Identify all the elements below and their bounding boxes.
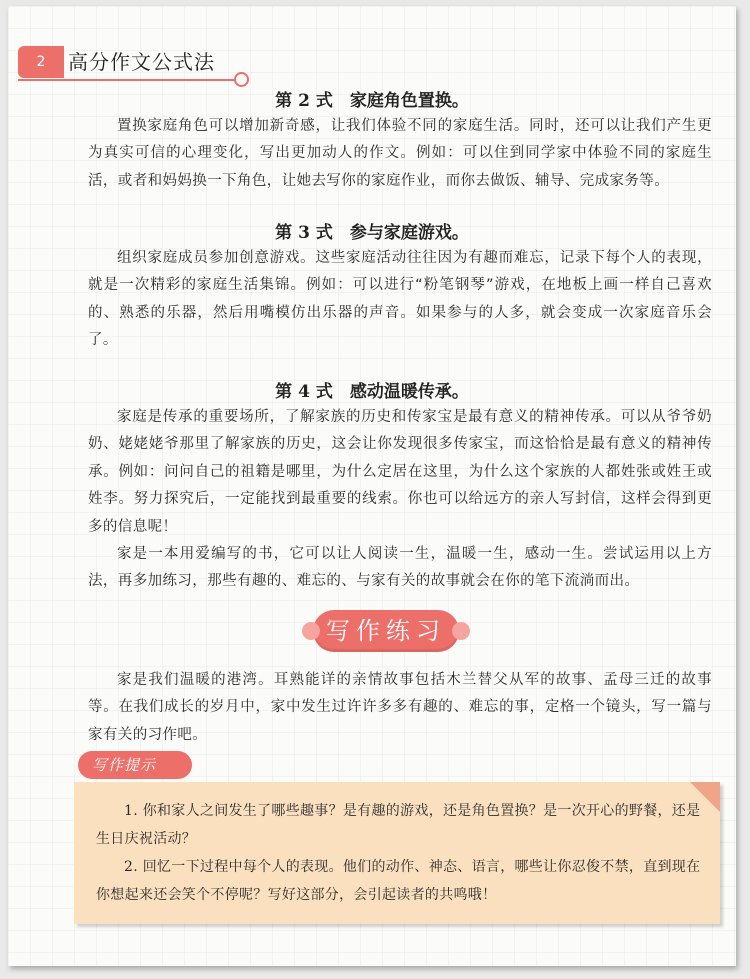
page-header <box>18 46 254 80</box>
practice-banner-text: 写作练习 <box>326 617 446 645</box>
tips-label: 写作提示 <box>78 751 192 779</box>
section-title-3: 第 3 式 参与家庭游戏。 <box>275 223 469 243</box>
page-number: 2 <box>18 46 64 78</box>
tip-item-2: 2. 回忆一下过程中每个人的表现。他们的动作、神态、语言，哪些让你忍俊不禁，直到现在你想起来还会笑个不停呢？写好这部分，会引起读者的共鸣哦！ <box>96 859 701 903</box>
header-ring-ornament <box>234 72 249 87</box>
header-underline <box>18 79 236 81</box>
section-4-paragraph-2: 家是一本用爱编写的书，它可以让人阅读一生，温暖一生，感动一生。尝试运用以上方法，再多加练习，那些有趣的、难忘的、与家有关的故事就会在你的笔下流淌而出。 <box>88 546 712 590</box>
book-title: 高分作文公式法 <box>68 50 215 74</box>
section-title-4: 第 4 式 感动温暖传承。 <box>275 382 469 402</box>
banner-left-dot <box>302 622 320 640</box>
section-4-paragraph-1: 家庭是传承的重要场所，了解家族的历史和传家宝是最有意义的精神传承。可以从爷爷奶奶、姥姥姥爷那里了解家族的历史，这会让你发现很多传家宝，而这恰恰是最有意义的精神传承。例如：问问自己的祖籍是哪里，为什么定居在这里，为什么这个家族的人都姓张或姓王或姓李。努力探究后，一定能找到最重要的线索。你也可以给远方的亲人写封信，这样会得到更多的信息呢！ <box>88 409 712 535</box>
section-2-paragraph: 置换家庭角色可以增加新奇感，让我们体验不同的家庭生活。同时，还可以让我们产生更为真实可信的心理变化，写出更加动人的作文。例如：可以住到同学家中体验不同的家庭生活，或者和妈妈换一下角色，让她去写你的家庭作业，而你去做饭、辅导、完成家务等。 <box>88 118 712 189</box>
tip-item-1: 1. 你和家人之间发生了哪些趣事？是有趣的游戏，还是角色置换？是一次开心的野餐，还是生日庆祝活动？ <box>96 803 701 847</box>
practice-paragraph: 家是我们温暖的港湾。耳熟能详的亲情故事包括木兰替父从军的故事、孟母三迁的故事等。在我们成长的岁月中，家中发生过许许多多有趣的、难忘的事，定格一个镜头，写一篇与家有关的习作吧。 <box>88 672 712 743</box>
book-page <box>8 6 736 966</box>
section-title-2: 第 2 式 家庭角色置换。 <box>275 91 469 111</box>
section-3-paragraph: 组织家庭成员参加创意游戏。这些家庭活动往往因为有趣而难忘，记录下每个人的表现，就是一次精彩的家庭生活集锦。例如：可以进行“粉笔钢琴”游戏，在地板上画一样自己喜欢的、熟悉的乐器，然后用嘴模仿出乐器的声音。如果参与的人多，就会变成一次家庭音乐会了。 <box>88 250 712 349</box>
banner-right-dot <box>452 622 470 640</box>
practice-banner <box>313 610 459 652</box>
tips-box <box>74 782 720 924</box>
